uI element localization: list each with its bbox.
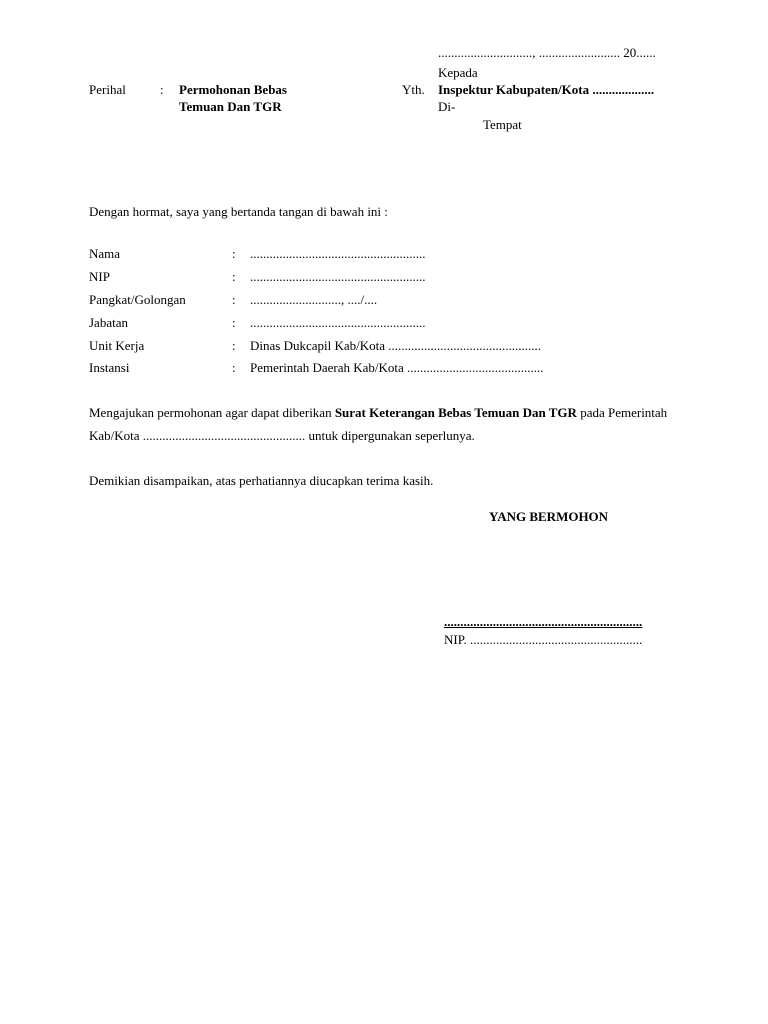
field-label: Nama (89, 246, 121, 261)
field-colon: : (232, 360, 236, 375)
perihal-line-1: Permohonan Bebas (179, 82, 287, 97)
field-label: NIP (89, 269, 110, 284)
closing-text: Demikian disampaikan, atas perhatiannya diucapkan terima kasih. (89, 473, 434, 488)
greeting: Dengan hormat, saya yang bertanda tangan di bawah ini : (89, 204, 388, 219)
field-value: ............................, ..../.... (250, 292, 378, 307)
signature-name-line: ............................................................. (444, 614, 643, 629)
field-value: ...................................................... (250, 246, 426, 261)
perihal-label: Perihal (89, 82, 126, 97)
field-value: Pemerintah Daerah Kab/Kota .......................................... (250, 360, 544, 375)
request-paragraph (89, 401, 699, 447)
field-label: Unit Kerja (89, 338, 145, 353)
request-text-1: Mengajukan permohonan agar dapat diberikan (89, 405, 335, 420)
request-text-2: pada Pemerintah Kab/Kota .................................................. untuk dipergunakan seperlunya. (89, 405, 668, 443)
field-colon: : (232, 315, 236, 330)
field-colon: : (232, 338, 236, 353)
field-colon: : (232, 269, 236, 284)
request-bold-text: Surat Keterangan Bebas Temuan Dan TGR (334, 405, 577, 420)
di-label: Di- (438, 99, 456, 114)
yth-label: Yth. (402, 82, 425, 97)
field-value: Dinas Dukcapil Kab/Kota ............................................... (250, 338, 542, 353)
date-line: ............................., ......................... 20...... (438, 45, 656, 60)
field-value: ...................................................... (250, 269, 426, 284)
field-label: Pangkat/Golongan (89, 292, 186, 307)
field-colon: : (232, 292, 236, 307)
perihal-colon: : (160, 82, 164, 97)
signature-title: YANG BERMOHON (489, 509, 609, 524)
field-colon: : (232, 246, 236, 261)
field-label: Jabatan (89, 315, 128, 330)
signature-nip-line: NIP. ..................................................... (444, 632, 643, 647)
field-value: ...................................................... (250, 315, 426, 330)
recipient: Inspektur Kabupaten/Kota ................... (438, 82, 655, 97)
field-label: Instansi (89, 360, 130, 375)
tempat-label: Tempat (483, 117, 522, 132)
kepada-label: Kepada (438, 65, 478, 80)
perihal-line-2: Temuan Dan TGR (179, 99, 282, 114)
